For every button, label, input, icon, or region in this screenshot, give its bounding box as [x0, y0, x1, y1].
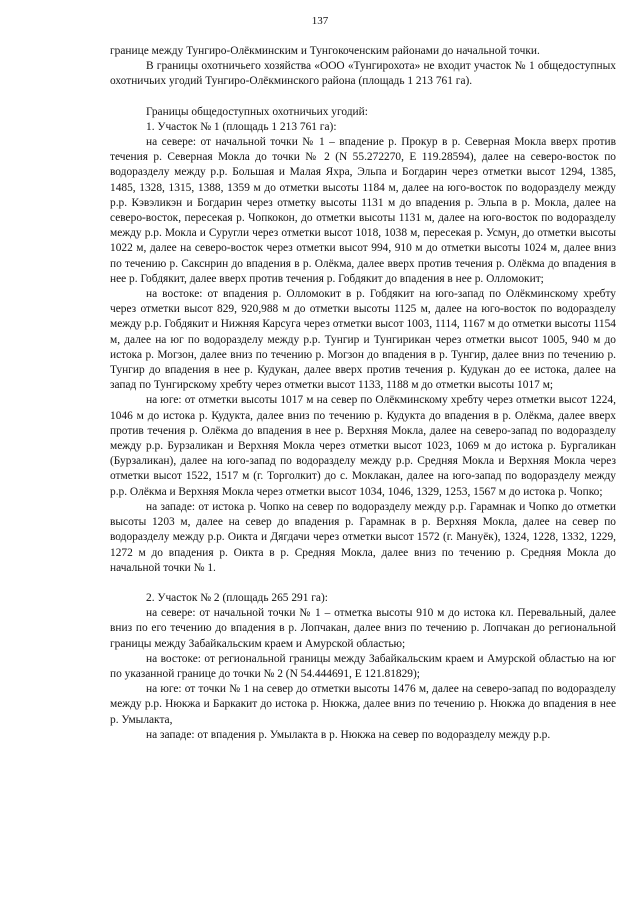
plot-2-south-boundary: на юге: от точки № 1 на север до отметки высоты 1476 м, далее на северо-запад по водоразделу между р.р. Нюкжа и Баркакит до истока р. Нюкжа, далее вниз по течению р. Нюкжа до впадения в нее р. Умылакта,: [110, 683, 616, 726]
paragraph-hunting-farm-note: В границы охотничьего хозяйства «ООО «Тунгирохота» не входит участок № 1 общедоступных охотничьих угодий Тунгиро-Олёкминского района (площадь 1 213 761 га).: [110, 60, 616, 88]
page-number: 137: [311, 15, 329, 27]
plot-2-heading: 2. Участок № 2 (площадь 265 291 га):: [146, 591, 328, 604]
paragraph-gap: [110, 90, 616, 105]
plot-2-north-boundary: на севере: от начальной точки № 1 – отметка высоты 910 м до истока кл. Перевальный, далее вниз по его течению до впадения в р. Лопчакан, далее вниз по течению р. Лопчакан до региональной границы между Забайкальским краем и Амурской областью;: [110, 607, 616, 650]
section-heading-boundaries: Границы общедоступных охотничьих угодий:: [146, 105, 368, 118]
plot-1-south-boundary: на юге: от отметки высоты 1017 м на север по Олёкминскому хребту через отметки высот 1224, 1046 м до истока р. Кудукта, далее вниз по течению р. Кудукта до впадения в р. Олёкма, далее вверх против течения р. Олёкма до впадения в нее р. Верхняя Мокла, далее на северо-запад по водоразделу между р.р. Бурзаликан и Верхняя Мокла через отметки высот 1023, 1069 м до истока р. Бургаликан (Бурзаликан), далее на юго-запад по водоразделу между р.р. Средняя Мокла и Верхняя Мокла через отметки высот 1522, 1517 м (г. Торголкит) до с. Моклакан, далее на юго-запад по водоразделу между р.р. Олёкма и Верхняя Мокла через отметки высот 1034, 1046, 1329, 1253, 1567 м до истока р. Чопко;: [110, 394, 616, 498]
plot-2-west-boundary: на западе: от впадения р. Умылакта в р. Нюкжа на север по водоразделу между р.р.: [146, 728, 551, 741]
plot-1-heading: 1. Участок № 1 (площадь 1 213 761 га):: [146, 120, 337, 133]
plot-1-west-boundary: на западе: от истока р. Чопко на север по водоразделу между р.р. Гарамнак и Чопко до отметки высоты 1203 м, далее на север до впадения р. Гарамнак в р. Верхняя Мокла, далее на север по водоразделу между р.р. Оикта и Дягдачи через отметки высот 1572 (г. Манyёк), 1324, 1228, 1332, 1229, 1272 м до впадения р. Оикта в р. Средняя Мокла, далее вниз по течению р. Средняя Мокла до начальной точки № 1.: [110, 500, 616, 574]
document-body: [110, 44, 616, 743]
paragraph-gap: [110, 576, 616, 591]
paragraph-continuation: границе между Тунгиро-Олёкминским и Тунгокоченским районами до начальной точки.: [110, 45, 540, 57]
plot-2-east-boundary: на востоке: от региональной границы между Забайкальским краем и Амурской областью на юг по указанной границе до точки № 2 (N 54.444691, E 121.81829);: [110, 652, 616, 680]
plot-1-north-boundary: на севере: от начальной точки № 1 – впадение р. Прокур в р. Северная Мокла вверх против течения р. Северная Мокла до точки № 2 (N 55.272270, E 119.28594), далее на северо-восток по водоразделу между р.р. Большая и Малая Яхра, Эльпа и Богдарин через отметки высот 1294, 1385, 1485, 1328, 1315, 1388, 1359 м до отметки высоты 1184 м, далее на юго-восток по водоразделу между р.р. Кэвэликэн и Богдарин через отметку высоты 1131 м до впадения р. Эльпа в р. Мокла, далее на северо-восток, пересекая р. Чопкокон, до отметки высоты 1131 м, далее на юго-восток по водоразделу между р.р. Мокла и Суругли через отметки высот 1018, 1038 м, пересекая р. Усмун, до отметки высоты 1022 м, далее на северо-восток через отметки высот 994, 910 м до отметки высоты 1024 м, далее вниз по течению р. Сакснрин до впадения в р. Олёкма, далее вверх против течения р. Олёкма до впадения в нее р. Гобдякит, далее вверх против течения р. Гобдякит до впадения в нее р. Олломокит;: [110, 136, 616, 285]
plot-1-east-boundary: на востоке: от впадения р. Олломокит в р. Гобдякит на юго-запад по Олёкминскому хребту через отметки высот 829, 920,988 м до отметки высоты 1125 м, далее на юго-восток по водоразделу между р.р. Гобдякит и Нижняя Карсуга через отметки высот 1003, 1114, 1167 м до отметки высоты 1154 м, далее на юг по водоразделу между р.р. Тунгир и Тунгирикан через отметки высот 1005, 940 м до истока р. Могзон, далее вниз по течению р. Могзон до впадения в р. Тунгир, далее вниз по течению р. Тунгир до впадения в нее р. Кудукан, далее вверх против течения р. Кудукан до ее истока, далее на запад по Тунгирскому хребту через отметки высот 1133, 1188 м до отметки высоты 1017 м;: [110, 288, 616, 392]
